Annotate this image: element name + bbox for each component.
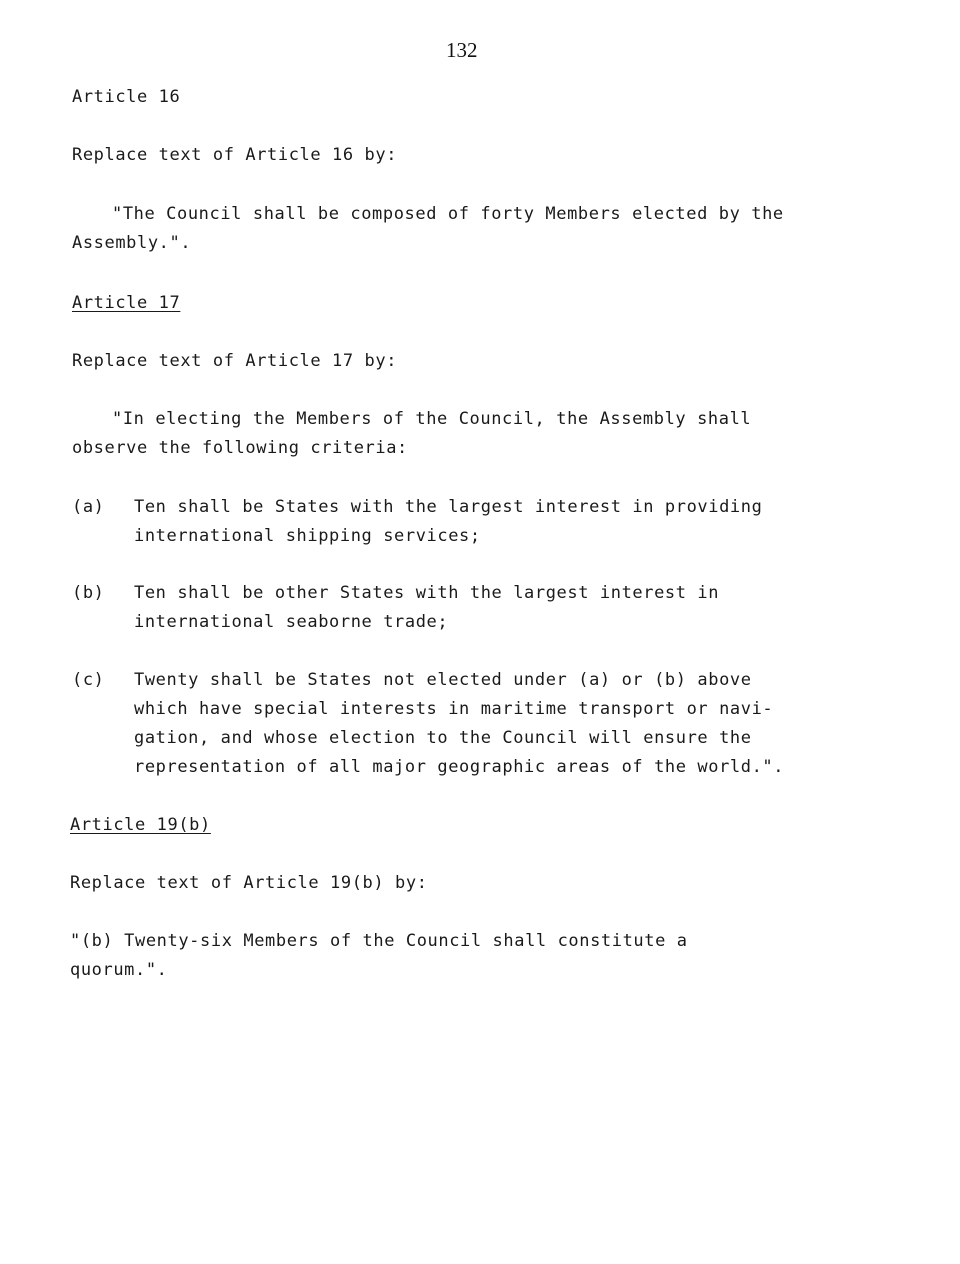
criterion-a-line-2: international shipping services;: [134, 526, 481, 546]
article-19b-quote-line-2: quorum.".: [70, 960, 168, 980]
criterion-b-line-1: Ten shall be other States with the largest interest in: [134, 583, 720, 603]
article-19b-quote-line-1: "(b) Twenty-six Members of the Council shall constitute a: [70, 931, 688, 951]
criterion-c-line-1: Twenty shall be States not elected under (a) or (b) above: [134, 670, 752, 690]
article-16-quote-line-2: Assembly.".: [72, 233, 192, 253]
criterion-c-line-4: representation of all major geographic areas of the world.".: [134, 757, 785, 777]
criterion-c-line-3: gation, and whose election to the Council will ensure the: [134, 728, 752, 748]
criterion-c-label: (c): [72, 670, 105, 690]
article-16-heading: Article 16: [72, 87, 181, 107]
criterion-b-label: (b): [72, 583, 105, 603]
criterion-a-label: (a): [72, 497, 105, 517]
article-17-instruction: Replace text of Article 17 by:: [72, 351, 398, 371]
page-number: 132: [446, 38, 478, 62]
article-17-intro-line-2: observe the following criteria:: [72, 438, 408, 458]
article-16-quote-line-1: "The Council shall be composed of forty Members elected by the: [112, 204, 784, 224]
criterion-b-line-2: international seaborne trade;: [134, 612, 449, 632]
article-17-intro-line-1: "In electing the Members of the Council, the Assembly shall: [112, 409, 752, 429]
criterion-c-line-2: which have special interests in maritime transport or navi-: [134, 699, 774, 719]
criterion-a-line-1: Ten shall be States with the largest interest in providing: [134, 497, 763, 517]
article-19b-heading: Article 19(b): [70, 815, 211, 835]
article-19b-instruction: Replace text of Article 19(b) by:: [70, 873, 428, 893]
article-16-instruction: Replace text of Article 16 by:: [72, 145, 398, 165]
article-17-heading: Article 17: [72, 293, 181, 313]
